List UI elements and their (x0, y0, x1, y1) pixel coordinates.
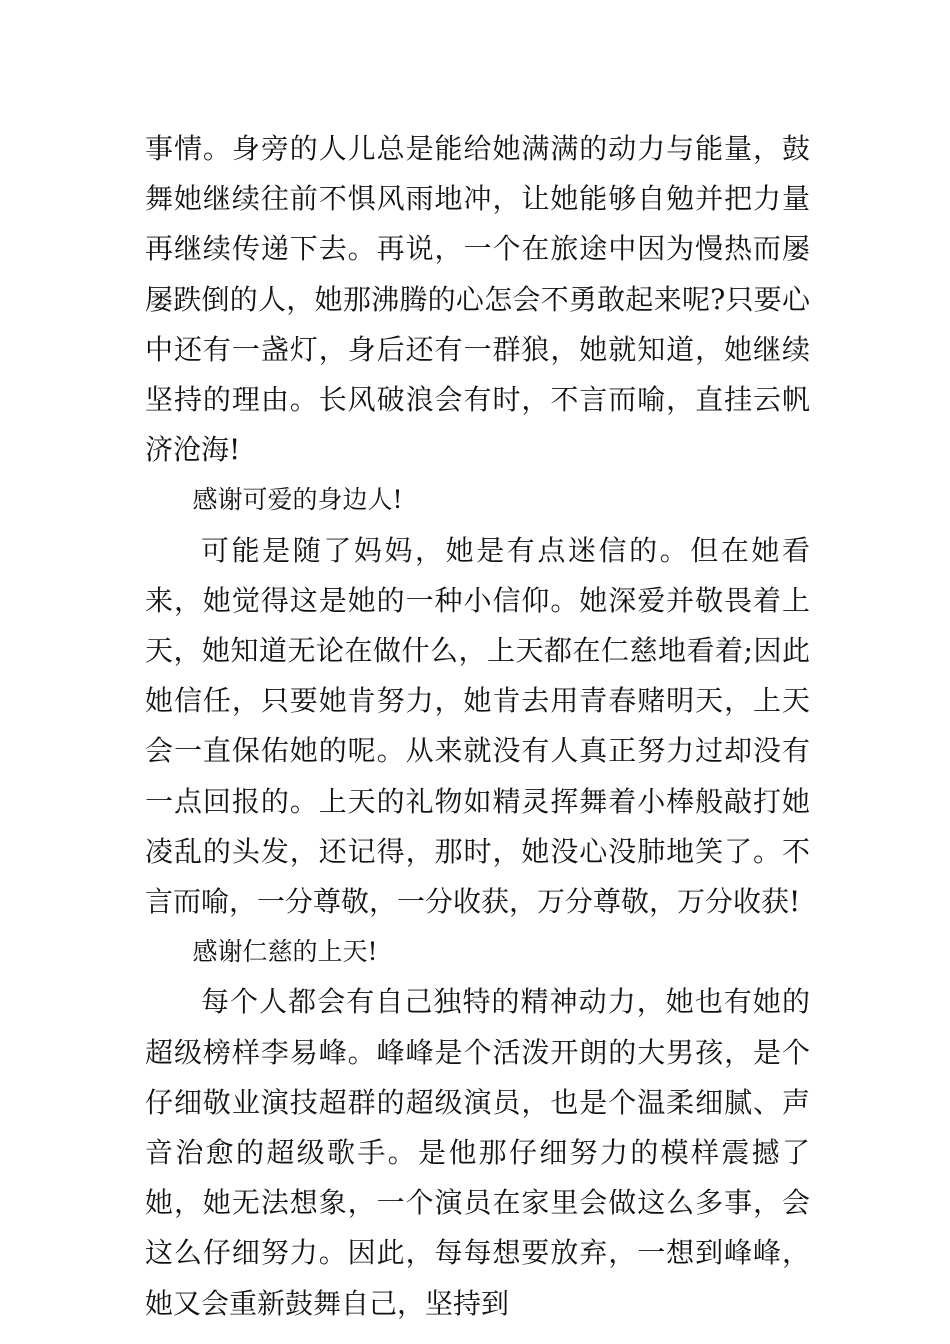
section-heading-thanks-people: 感谢可爱的身边人! (192, 485, 403, 515)
paragraph-belief: 可能是随了妈妈，她是有点迷信的。但在她看来，她觉得这是她的一种小信仰。她深爱并敬畏着上天，她知道无论在做什么，上天都在仁慈地看着;因此她信任，只要她肯努力，她肯去用青春赌明天，上天会一直保佑她的呢。从来就没有人真正努力过却没有一点回报的。上天的礼物如精灵挥舞着小棒般敲打她凌乱的头发，还记得，那时，她没心没肺地笑了。不言而喻，一分尊敬，一分收获，万分尊敬，万分收获! (145, 533, 810, 919)
article-body (145, 124, 810, 1329)
paragraph-role-model: 每个人都会有自己独特的精神动力，她也有她的超级榜样李易峰。峰峰是个活泼开朗的大男孩，是个仔细敬业演技超群的超级演员，也是个温柔细腻、声音治愈的超级歌手。是他那仔细努力的模样震撼了她，她无法想象，一个演员在家里会做这么多事，会这么仔细努力。因此，每每想要放弃，一想到峰峰，她又会重新鼓舞自己，坚持到 (145, 985, 810, 1320)
section-heading-thanks-heaven: 感谢仁慈的上天! (192, 937, 378, 967)
paragraph-continuation: 事情。身旁的人儿总是能给她满满的动力与能量，鼓舞她继续往前不惧风雨地冲，让她能够自勉并把力量再继续传递下去。再说，一个在旅途中因为慢热而屡屡跌倒的人，她那沸腾的心怎会不勇敢起来呢?只要心中还有一盏灯，身后还有一群狼，她就知道，她继续坚持的理由。长风破浪会有时，不言而喻，直挂云帆济沧海! (145, 132, 810, 467)
